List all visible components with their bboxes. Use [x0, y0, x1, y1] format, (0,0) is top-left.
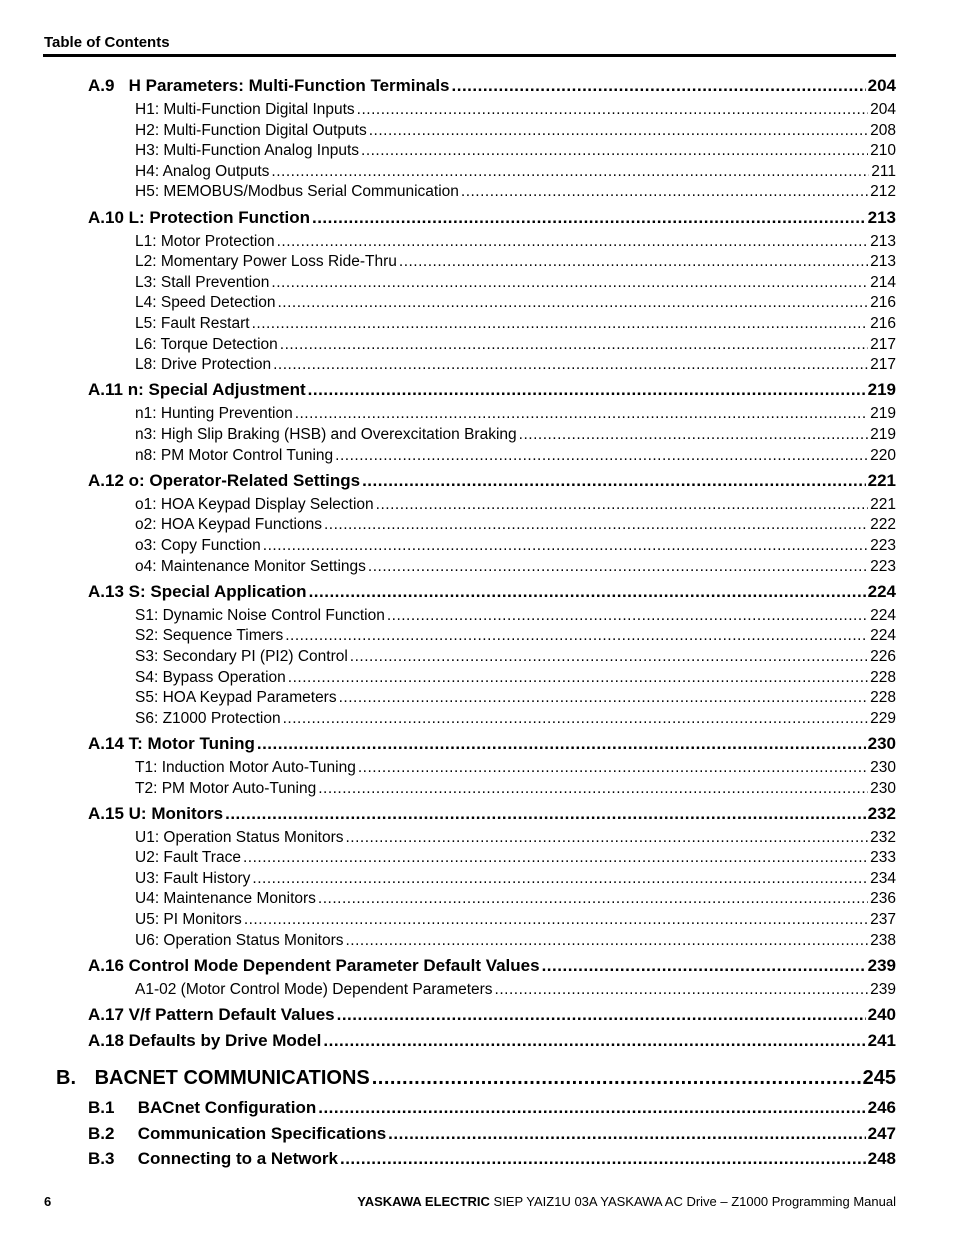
toc-entry-title: BACNET COMMUNICATIONS — [94, 1067, 370, 1089]
toc-entry-page-number: 204 — [870, 101, 896, 118]
toc-entry-title: o4: Maintenance Monitor Settings — [135, 558, 366, 575]
toc-entry-page-number: 217 — [870, 336, 896, 353]
toc-entry-label — [135, 315, 250, 333]
toc-entry-title: L: Protection Function — [128, 208, 310, 227]
toc-entry-title: A1-02 (Motor Control Mode) Dependent Parameters — [135, 981, 493, 998]
toc-entry-label — [135, 537, 261, 555]
toc-entry-label — [135, 981, 493, 999]
toc-entry[interactable] — [88, 208, 896, 228]
toc-entry-page-number: 219 — [867, 380, 896, 399]
dot-leader — [452, 76, 866, 96]
toc-entry-label — [88, 1124, 386, 1144]
toc-entry[interactable] — [135, 829, 896, 847]
toc-entry-page-number: 245 — [862, 1067, 896, 1089]
toc-entry-title: U5: PI Monitors — [135, 911, 242, 928]
toc-entry-label — [135, 669, 286, 687]
toc-entry-page-number: 240 — [867, 1005, 896, 1024]
toc-entry-page-number: 221 — [867, 471, 896, 490]
toc-entry[interactable] — [88, 76, 896, 96]
toc-entry-label — [135, 163, 269, 181]
toc-entry-label — [135, 648, 348, 666]
dot-leader — [309, 582, 866, 602]
toc-entry-page-number: 228 — [870, 689, 896, 706]
toc-entry[interactable] — [135, 253, 896, 271]
toc-entry[interactable] — [135, 669, 896, 687]
toc-entry[interactable] — [135, 315, 896, 333]
toc-entry-page-number: 234 — [870, 870, 896, 887]
toc-entry[interactable] — [135, 911, 896, 929]
toc-entry-title: n1: Hunting Prevention — [135, 405, 293, 422]
dot-leader — [358, 759, 868, 777]
toc-entry-label — [135, 780, 316, 798]
toc-entry-page-number: 220 — [870, 447, 896, 464]
toc-entry[interactable] — [135, 516, 896, 534]
page-header-title: Table of Contents — [44, 34, 170, 51]
dot-leader — [318, 780, 868, 798]
toc-entry-page-number: 226 — [870, 648, 896, 665]
toc-entry-label — [135, 101, 355, 119]
toc-entry-label — [88, 1098, 316, 1118]
toc-entry-title: H2: Multi-Function Digital Outputs — [135, 122, 367, 139]
dot-leader — [285, 627, 868, 645]
toc-entry-label — [88, 1005, 335, 1025]
toc-entry-title: o: Operator-Related Settings — [128, 471, 361, 490]
dot-leader — [273, 356, 868, 374]
toc-entry-page-number: 232 — [870, 829, 896, 846]
toc-entry-code: B.1 — [88, 1098, 115, 1117]
footer-page-number: 6 — [44, 1194, 52, 1209]
toc-entry[interactable] — [135, 274, 896, 292]
toc-entry-page-number: 232 — [867, 804, 896, 823]
toc-entry-page-number: 238 — [870, 932, 896, 949]
toc-entry-title: n: Special Adjustment — [127, 380, 306, 399]
toc-entry[interactable] — [88, 1124, 896, 1144]
toc-entry-title: S2: Sequence Timers — [135, 627, 284, 644]
toc-entry-page-number: 229 — [870, 710, 896, 727]
toc-entry-title: H3: Multi-Function Analog Inputs — [135, 142, 360, 159]
toc-entry-page-number: 236 — [870, 890, 896, 907]
dot-leader — [346, 829, 869, 847]
dot-leader — [519, 426, 868, 444]
toc-entry-page-number: 204 — [867, 76, 896, 95]
dot-leader — [283, 710, 869, 728]
toc-entry-page-number: 216 — [870, 294, 896, 311]
toc-entry-label — [135, 516, 322, 534]
toc-entry-title: L3: Stall Prevention — [135, 274, 270, 291]
dot-leader — [277, 294, 868, 312]
dot-leader — [271, 274, 868, 292]
toc-entry-page-number: 222 — [870, 516, 896, 533]
toc-entry-label — [88, 956, 540, 976]
toc-entry-page-number: 224 — [867, 582, 896, 601]
toc-entry[interactable] — [135, 405, 896, 423]
toc-entry-code: A.15 — [88, 804, 124, 823]
toc-entry-title: L1: Motor Protection — [135, 233, 275, 250]
toc-entry[interactable] — [135, 163, 896, 181]
toc-entry-code: A.13 — [88, 582, 124, 601]
dot-leader — [357, 101, 868, 119]
toc-entry-page-number: 219 — [870, 426, 896, 443]
toc-entry-page-number: 217 — [870, 356, 896, 373]
toc-entry[interactable] — [88, 1149, 896, 1169]
toc-entry-label — [135, 142, 359, 160]
dot-leader — [324, 516, 868, 534]
toc-entry[interactable] — [135, 627, 896, 645]
toc-entry-code: A.11 — [88, 380, 123, 399]
dot-leader — [335, 447, 868, 465]
toc-entry-title: L4: Speed Detection — [135, 294, 276, 311]
toc-entry-page-number: 239 — [870, 981, 896, 998]
toc-entry-code: A.18 — [88, 1031, 124, 1050]
toc-entry-label — [88, 734, 255, 754]
toc-entry-title: H1: Multi-Function Digital Inputs — [135, 101, 355, 118]
toc-entry-page-number: 216 — [870, 315, 896, 332]
dot-leader — [244, 911, 868, 929]
dot-leader — [312, 208, 866, 228]
toc-entry-label — [135, 890, 316, 908]
toc-entry-label — [88, 1031, 321, 1051]
toc-entry[interactable] — [88, 471, 896, 491]
toc-entry-label — [135, 849, 241, 867]
toc-entry[interactable] — [135, 356, 896, 374]
toc-entry-label — [88, 1149, 338, 1169]
dot-leader — [350, 648, 868, 666]
toc-entry[interactable] — [135, 336, 896, 354]
dot-leader — [388, 1124, 865, 1144]
toc-entry-label — [135, 426, 517, 444]
toc-entry-page-number: 233 — [870, 849, 896, 866]
dot-leader — [361, 142, 868, 160]
toc-entry-page-number: 230 — [870, 780, 896, 797]
toc-entry[interactable] — [135, 932, 896, 950]
toc-entry-label — [135, 627, 283, 645]
toc-entry-label — [135, 558, 366, 576]
toc-entry-title: Control Mode Dependent Parameter Default Values — [128, 956, 540, 975]
toc-entry-label — [135, 336, 278, 354]
toc-entry-title: T1: Induction Motor Auto-Tuning — [135, 759, 356, 776]
toc-entry-page-number: 241 — [867, 1031, 896, 1050]
toc-entry-code: A.17 — [88, 1005, 124, 1024]
toc-entry-page-number: 228 — [870, 669, 896, 686]
toc-entry-label — [135, 689, 337, 707]
toc-entry[interactable] — [135, 648, 896, 666]
toc-entry[interactable] — [88, 804, 896, 824]
footer-doc-title: SIEP YAIZ1U 03A YASKAWA AC Drive – Z1000 Programming Manual — [489, 1194, 896, 1209]
dot-leader — [337, 1005, 866, 1025]
dot-leader — [295, 405, 868, 423]
toc-entry-title: U2: Fault Trace — [135, 849, 241, 866]
toc-entry[interactable] — [135, 233, 896, 251]
toc-entry-label — [88, 471, 360, 491]
dot-leader — [318, 1098, 865, 1118]
dot-leader — [387, 607, 868, 625]
toc-entry-label — [135, 253, 397, 271]
toc-entry-page-number: 212 — [870, 183, 896, 200]
toc-entry-title: S5: HOA Keypad Parameters — [135, 689, 337, 706]
dot-leader — [461, 183, 868, 201]
toc-entry-label — [88, 804, 223, 824]
toc-entry[interactable] — [135, 496, 896, 514]
toc-entry-code: B. — [56, 1067, 76, 1089]
toc-entry-page-number: 237 — [870, 911, 896, 928]
toc-entry[interactable] — [135, 294, 896, 312]
dot-leader — [372, 1067, 861, 1090]
footer-document-info — [357, 1194, 896, 1209]
toc-entry[interactable] — [135, 981, 896, 999]
toc-entry-label — [135, 274, 269, 292]
toc-entry-title: H5: MEMOBUS/Modbus Serial Communication — [135, 183, 459, 200]
toc-entry-title: U1: Operation Status Monitors — [135, 829, 344, 846]
dot-leader — [252, 315, 869, 333]
toc-entry-title: Connecting to a Network — [137, 1149, 338, 1168]
toc-entry-title: S: Special Application — [128, 582, 307, 601]
toc-entry-page-number: 221 — [870, 496, 896, 513]
toc-entry-page-number: 246 — [867, 1098, 896, 1117]
toc-entry-page-number: 248 — [867, 1149, 896, 1168]
toc-entry[interactable] — [135, 849, 896, 867]
dot-leader — [362, 471, 866, 491]
toc-entry[interactable] — [135, 142, 896, 160]
toc-entry-page-number: 239 — [867, 956, 896, 975]
toc-entry-title: U4: Maintenance Monitors — [135, 890, 316, 907]
toc-entry-page-number: 224 — [870, 627, 896, 644]
toc-entry[interactable] — [135, 607, 896, 625]
toc-entry-label — [135, 932, 344, 950]
toc-entry-label — [88, 76, 450, 96]
toc-entry-label — [135, 870, 250, 888]
toc-entry-page-number: 214 — [870, 274, 896, 291]
toc-entry-title: S4: Bypass Operation — [135, 669, 286, 686]
toc-entry[interactable] — [88, 1098, 896, 1118]
toc-entry-title: S6: Z1000 Protection — [135, 710, 281, 727]
dot-leader — [308, 380, 866, 400]
toc-entry-code: A.14 — [88, 734, 124, 753]
toc-entry-page-number: 230 — [867, 734, 896, 753]
toc-entry-title: H Parameters: Multi-Function Terminals — [128, 76, 450, 95]
toc-entry-label — [135, 911, 242, 929]
toc-entry-label — [135, 294, 275, 312]
toc-entry-title: L6: Torque Detection — [135, 336, 278, 353]
toc-entry-label — [135, 607, 385, 625]
toc-entry[interactable] — [135, 689, 896, 707]
dot-leader — [277, 233, 869, 251]
toc-entry[interactable] — [135, 870, 896, 888]
toc-entry[interactable] — [88, 380, 896, 400]
toc-entry-code: B.2 — [88, 1124, 115, 1143]
toc-entry-page-number: 208 — [870, 122, 896, 139]
toc-entry-label — [135, 496, 374, 514]
toc-entry-page-number: 210 — [870, 142, 896, 159]
toc-entry-label — [88, 208, 310, 228]
toc-entry-label — [56, 1067, 370, 1090]
toc-entry-label — [135, 405, 293, 423]
toc-entry[interactable] — [135, 759, 896, 777]
toc-entry-label — [88, 582, 307, 602]
toc-entry-title: L8: Drive Protection — [135, 356, 272, 373]
dot-leader — [542, 956, 866, 976]
dot-leader — [318, 890, 868, 908]
toc-entry-title: U: Monitors — [128, 804, 224, 823]
toc-entry-label — [135, 122, 367, 140]
toc-entry-title: T: Motor Tuning — [128, 734, 255, 753]
toc-entry-code: B.3 — [88, 1149, 115, 1168]
toc-entry-title: n8: PM Motor Control Tuning — [135, 447, 334, 464]
toc-entry[interactable] — [88, 1005, 896, 1025]
toc-entry-label — [135, 759, 356, 777]
toc-entry[interactable] — [135, 558, 896, 576]
toc-entry[interactable] — [88, 734, 896, 754]
toc-entry-page-number: 247 — [867, 1124, 896, 1143]
toc-entry-page-number: 223 — [870, 558, 896, 575]
dot-leader — [243, 849, 868, 867]
dot-leader — [399, 253, 868, 271]
toc-entry-title: S3: Secondary PI (PI2) Control — [135, 648, 348, 665]
toc-entry-label — [135, 710, 281, 728]
toc-entry-page-number: 223 — [870, 537, 896, 554]
toc-entry-code: A.16 — [88, 956, 124, 975]
dot-leader — [346, 932, 869, 950]
toc-entry-title: BACnet Configuration — [137, 1098, 317, 1117]
toc-entry[interactable] — [135, 447, 896, 465]
toc-entry-page-number: 224 — [870, 607, 896, 624]
toc-entry-page-number: 211 — [871, 163, 896, 180]
toc-entry[interactable] — [88, 956, 896, 976]
dot-leader — [225, 804, 866, 824]
footer-brand: YASKAWA ELECTRIC — [357, 1194, 490, 1209]
toc-entry-title: L2: Momentary Power Loss Ride-Thru — [135, 253, 397, 270]
dot-leader — [280, 336, 868, 354]
toc-entry-title: o3: Copy Function — [135, 537, 261, 554]
toc-entry-label — [88, 380, 306, 400]
toc-entry[interactable] — [135, 183, 896, 201]
toc-entry[interactable] — [135, 780, 896, 798]
dot-leader — [257, 734, 866, 754]
toc-entry-title: H4: Analog Outputs — [135, 163, 270, 180]
toc-entry[interactable] — [88, 1031, 896, 1051]
toc-entry[interactable] — [135, 710, 896, 728]
toc-entry-title: Defaults by Drive Model — [128, 1031, 322, 1050]
dot-leader — [263, 537, 868, 555]
toc-entry-label — [135, 183, 459, 201]
toc-entry-page-number: 213 — [870, 253, 896, 270]
toc-entry[interactable] — [135, 537, 896, 555]
toc-entry-title: n3: High Slip Braking (HSB) and Overexcitation Braking — [135, 426, 517, 443]
toc-entry[interactable] — [56, 1067, 896, 1090]
dot-leader — [271, 163, 869, 181]
toc-entry-title: Communication Specifications — [137, 1124, 387, 1143]
dot-leader — [252, 870, 868, 888]
dot-leader — [495, 981, 869, 999]
toc-entry-title: o2: HOA Keypad Functions — [135, 516, 322, 533]
toc-entry-code: A.10 — [88, 208, 124, 227]
toc-entry-title: o1: HOA Keypad Display Selection — [135, 496, 374, 513]
toc-entry-page-number: 230 — [870, 759, 896, 776]
toc-entry-code: A.9 — [88, 76, 115, 95]
dot-leader — [288, 669, 868, 687]
toc-entry-label — [135, 356, 271, 374]
toc-entry-code: A.12 — [88, 471, 124, 490]
dot-leader — [369, 122, 868, 140]
toc-entry-page-number: 213 — [870, 233, 896, 250]
toc-entry-title: T2: PM Motor Auto-Tuning — [135, 780, 317, 797]
toc-entry[interactable] — [135, 890, 896, 908]
dot-leader — [376, 496, 868, 514]
toc-entry[interactable] — [135, 101, 896, 119]
toc-entry-page-number: 213 — [867, 208, 896, 227]
toc-entry-title: L5: Fault Restart — [135, 315, 250, 332]
toc-entry-page-number: 219 — [870, 405, 896, 422]
toc-entry-title: V/f Pattern Default Values — [128, 1005, 335, 1024]
toc-entry-title: U3: Fault History — [135, 870, 251, 887]
dot-leader — [339, 689, 869, 707]
toc-entry-label — [135, 447, 333, 465]
toc-entry[interactable] — [88, 582, 896, 602]
dot-leader — [340, 1149, 866, 1169]
toc-entry-label — [135, 233, 275, 251]
toc-entry[interactable] — [135, 426, 896, 444]
toc-entry-title: S1: Dynamic Noise Control Function — [135, 607, 385, 624]
toc-entry-label — [135, 829, 344, 847]
dot-leader — [368, 558, 868, 576]
dot-leader — [323, 1031, 865, 1051]
toc-entry-title: U6: Operation Status Monitors — [135, 932, 344, 949]
toc-entry[interactable] — [135, 122, 896, 140]
